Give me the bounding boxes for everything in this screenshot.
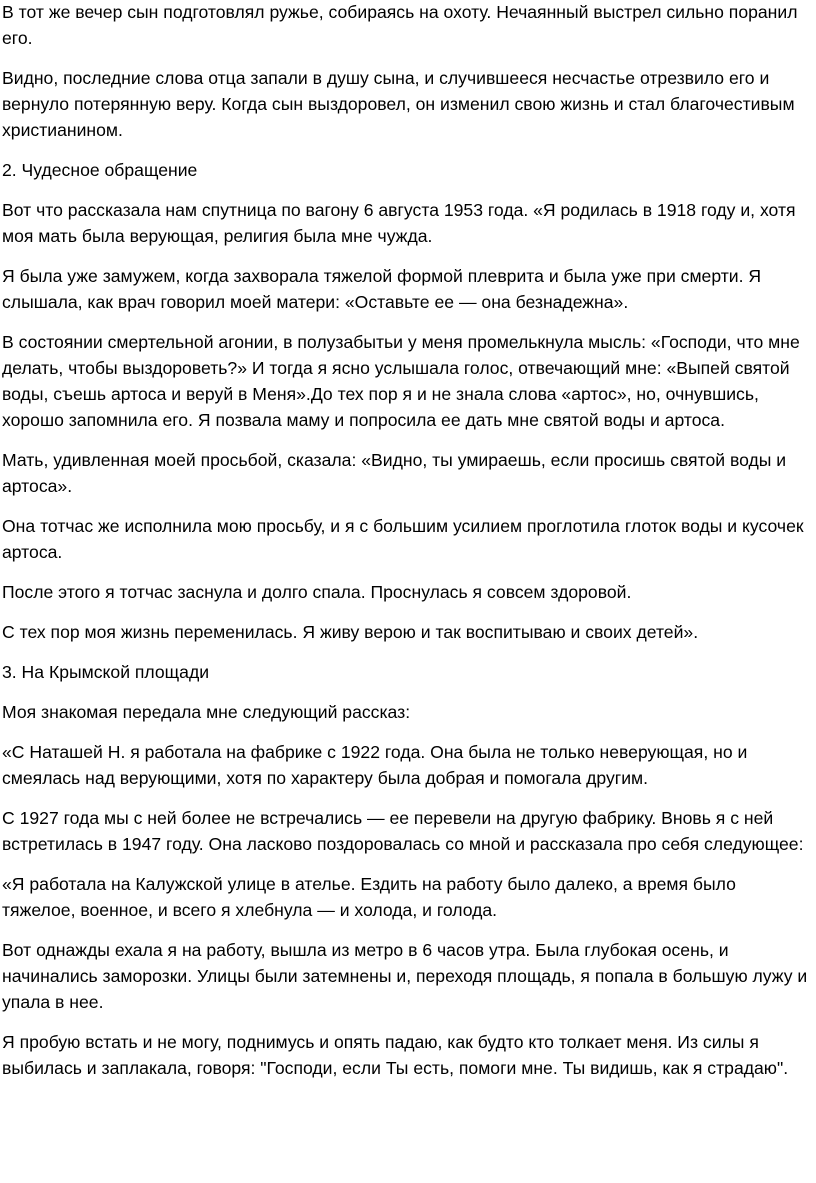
paragraph-14: Вот однажды ехала я на работу, вышла из метро в 6 часов утра. Была глубокая осень, и начинались заморозки. Улицы были затемнены и, переходя площадь, я попала в большую лужу и упала в нее. — [2, 940, 808, 1012]
paragraph-12: С 1927 года мы с ней более не встречались — ее перевели на другую фабрику. Вновь я с ней встретилась в 1947 году. Она ласково поздоровалась со мной и рассказала про себя следующее: — [2, 808, 804, 854]
section-heading-3: 3. На Крымской площади — [2, 662, 210, 682]
paragraph-11: «С Наташей Н. я работала на фабрике с 1922 года. Она была не только неверующая, но и смеялась над верующими, хотя по характеру была добрая и помогала другим. — [2, 742, 748, 788]
paragraph-6: Мать, удивленная моей просьбой, сказала: «Видно, ты умираешь, если просишь святой воды и артоса». — [2, 450, 787, 496]
paragraph-1: В тот же вечер сын подготовлял ружье, собираясь на охоту. Нечаянный выстрел сильно поранил его. — [2, 2, 798, 48]
paragraph-9: С тех пор моя жизнь переменилась. Я живу верою и так воспитываю и своих детей». — [2, 622, 699, 642]
paragraph-4: Я была уже замужем, когда захворала тяжелой формой плеврита и была уже при смерти. Я слышала, как врач говорил моей матери: «Оставьте ее — она безнадежна». — [2, 266, 762, 312]
section-heading-2: 2. Чудесное обращение — [2, 160, 198, 180]
paragraph-5: В состоянии смертельной агонии, в полузабытьи у меня промелькнула мысль: «Господи, что мне делать, чтобы выздороветь?» И тогда я ясно услышала голос, отвечающий мне: «Выпей святой воды, съешь артоса и веруй в Меня».До тех пор я и не знала слова «артос», но, очнувшись, хорошо запомнила его. Я позвала маму и попросила ее дать мне святой воды и артоса. — [2, 332, 800, 430]
paragraph-3: Вот что рассказала нам спутница по вагону 6 августа 1953 года. «Я родилась в 1918 году и, хотя моя мать была верующая, религия была мне чужда. — [2, 200, 796, 246]
paragraph-2: Видно, последние слова отца запали в душу сына, и случившееся несчастье отрезвило его и вернуло потерянную веру. Когда сын выздоровел, он изменил свою жизнь и стал благочестивым христианином. — [2, 68, 795, 140]
document-page — [2, 0, 814, 1095]
paragraph-10: Моя знакомая передала мне следующий рассказ: — [2, 702, 411, 722]
paragraph-15: Я пробую встать и не могу, поднимусь и опять падаю, как будто кто толкает меня. Из силы я выбилась и заплакала, говоря: "Господи, если Ты есть, помоги мне. Ты видишь, как я страдаю". — [2, 1032, 789, 1078]
paragraph-7: Она тотчас же исполнила мою просьбу, и я с большим усилием проглотила глоток воды и кусочек артоса. — [2, 516, 804, 562]
paragraph-13: «Я работала на Калужской улице в ателье. Ездить на работу было далеко, а время было тяжелое, военное, и всего я хлебнула — и холода, и голода. — [2, 874, 736, 920]
paragraph-8: После этого я тотчас заснула и долго спала. Проснулась я совсем здоровой. — [2, 582, 632, 602]
